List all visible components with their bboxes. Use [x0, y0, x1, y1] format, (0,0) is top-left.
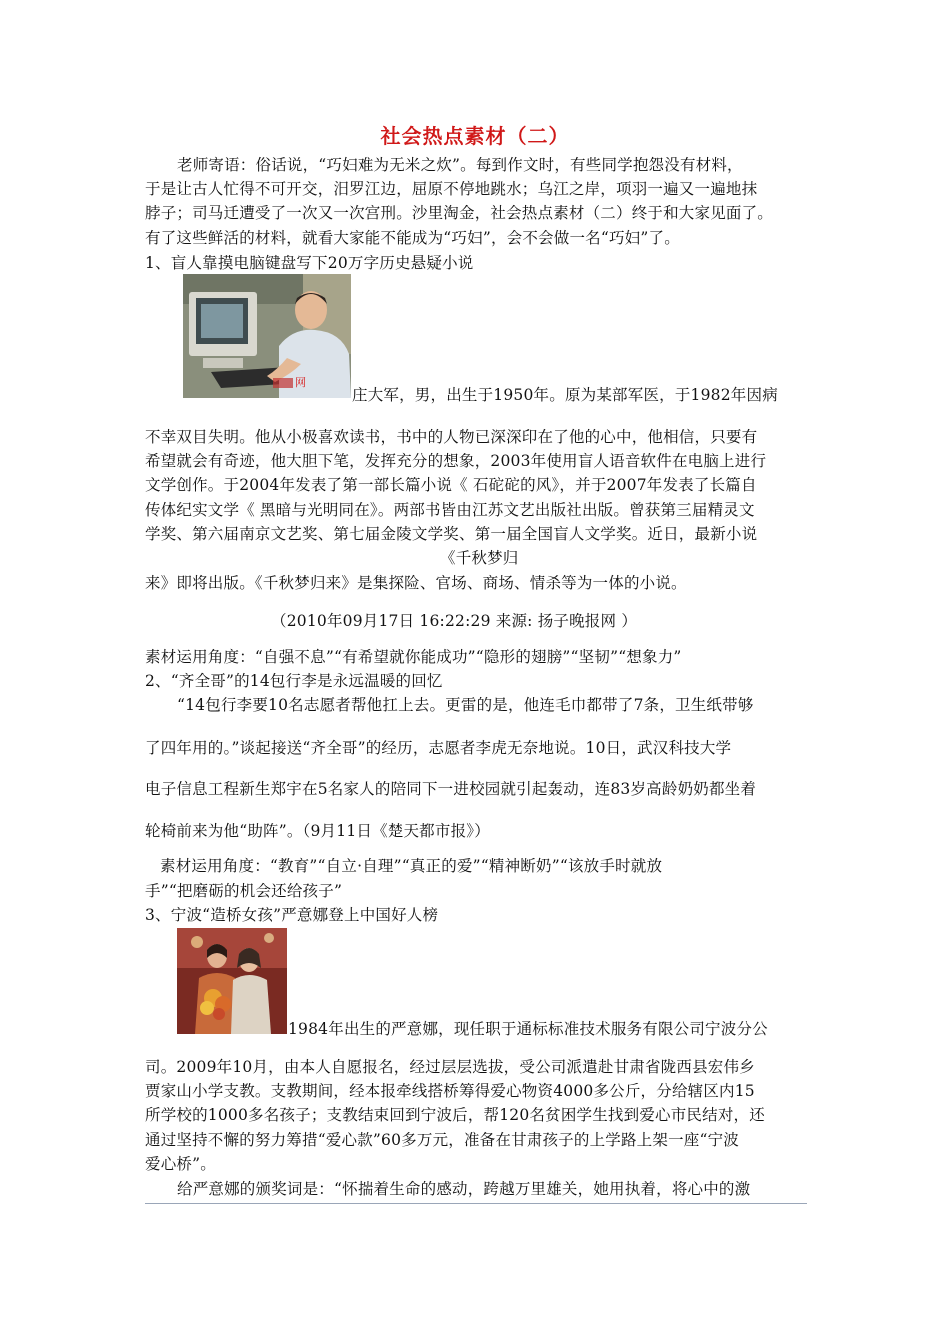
- photo-award: [177, 928, 287, 1034]
- paragraph-line: “14包行李要10名志愿者帮他扛上去。更雷的是，他连毛巾都带了7条，卫生纸带够: [177, 696, 754, 714]
- paragraph-line: 庄大军，男，出生于1950年。原为某部军医，于1982年因病: [352, 386, 778, 404]
- paragraph-line: 传体纪实文学《 黑暗与光明同在》。两部书皆由江苏文艺出版社出版。曾获第三届精灵文: [145, 501, 755, 519]
- photo-blind-author-image: [183, 274, 351, 398]
- section-heading: 1、盲人靠摸电脑键盘写下20万字历史悬疑小说: [145, 254, 474, 272]
- paragraph-line: 文学创作。于2004年发表了第一部长篇小说《 石砣砣的风》，并于2007年发表了长篇自: [145, 476, 757, 494]
- intro-line: 于是让古人忙得不可开交，汨罗江边，屈原不停地跳水；乌江之岸，项羽一遍又一遍地抹: [145, 180, 758, 198]
- intro-line: 脖子；司马迁遭受了一次又一次宫刑。沙里淘金，社会热点素材（二）终于和大家见面了。: [145, 204, 774, 222]
- material-angle: 素材运用角度：“自强不息”“有希望就你能成功”“隐形的翅膀”“坚韧”“想象力”: [145, 648, 682, 666]
- paragraph-line: 所学校的1000多名孩子；支教结束回到宁波后，帮120名贫困学生找到爱心市民结对，还: [145, 1106, 765, 1124]
- section-heading: 3、宁波“造桥女孩”严意娜登上中国好人榜: [145, 906, 439, 924]
- paragraph-line: 了四年用的。”谈起接送“齐全哥”的经历，志愿者李虎无奈地说。10日，武汉科技大学: [145, 739, 732, 757]
- page-bottom-rule: [145, 1203, 807, 1204]
- material-angle: 手”“把磨砺的机会还给孩子”: [145, 882, 343, 900]
- paragraph-line: 来》即将出版。《千秋梦归来》是集探险、官场、商场、情杀等为一体的小说。: [145, 574, 687, 592]
- intro-line: 老师寄语：俗话说，“巧妇难为无米之炊”。每到作文时，有些同学抱怨没有材料，: [177, 156, 743, 174]
- photo-award-image: [177, 928, 287, 1034]
- watermark-text: 网: [295, 376, 306, 389]
- page-title: 社会热点素材（二）: [380, 124, 570, 148]
- paragraph-line: 不幸双目失明。他从小极喜欢读书，书中的人物已深深印在了他的心中，他相信，只要有: [145, 428, 758, 446]
- book-title-fragment: 《千秋梦归: [440, 549, 519, 567]
- paragraph-line: 轮椅前来为他“助阵”。（9月11日《楚天都市报》）: [145, 822, 490, 840]
- photo-blind-author: [183, 274, 351, 398]
- paragraph-line: 给严意娜的颁奖词是：“怀揣着生命的感动，跨越万里雄关，她用执着，将心中的激: [177, 1180, 751, 1198]
- paragraph-line: 通过坚持不懈的努力筹措“爱心款”60多万元，准备在甘肃孩子的上学路上架一座“宁波: [145, 1131, 739, 1149]
- paragraph-line: 司。2009年10月，由本人自愿报名，经过层层选拔，受公司派遣赴甘肃省陇西县宏伟乡: [145, 1058, 755, 1076]
- material-angle: 素材运用角度：“教育”“自立·自理”“真正的爱”“精神断奶”“该放手时就放: [160, 857, 663, 875]
- paragraph-line: 爱心桥”。: [145, 1155, 216, 1173]
- paragraph-line: 贾家山小学支教。支教期间，经本报牵线搭桥筹得爱心物资4000多公斤，分给辖区内15: [145, 1082, 755, 1100]
- paragraph-line: 学奖、第六届南京文艺奖、第七届金陵文学奖、第一届全国盲人文学奖。近日，最新小说: [145, 525, 758, 543]
- paragraph-line: 1984年出生的严意娜，现任职于通标标准技术服务有限公司宁波分公: [288, 1020, 768, 1038]
- section-heading: 2、“齐全哥”的14包行李是永远温暖的回忆: [145, 672, 443, 690]
- paragraph-line: 希望就会有奇迹，他大胆下笔，发挥充分的想象，2003年使用盲人语音软件在电脑上进行: [145, 452, 767, 470]
- source-line: （2010年09月17日 16:22:29 来源: 扬子晚报网 ）: [271, 612, 638, 630]
- paragraph-line: 电子信息工程新生郑宇在5名家人的陪同下一进校园就引起轰动，连83岁高龄奶奶都坐着: [145, 780, 757, 798]
- intro-line: 有了这些鲜活的材料，就看大家能不能成为“巧妇”，会不会做一名“巧妇”了。: [145, 229, 680, 247]
